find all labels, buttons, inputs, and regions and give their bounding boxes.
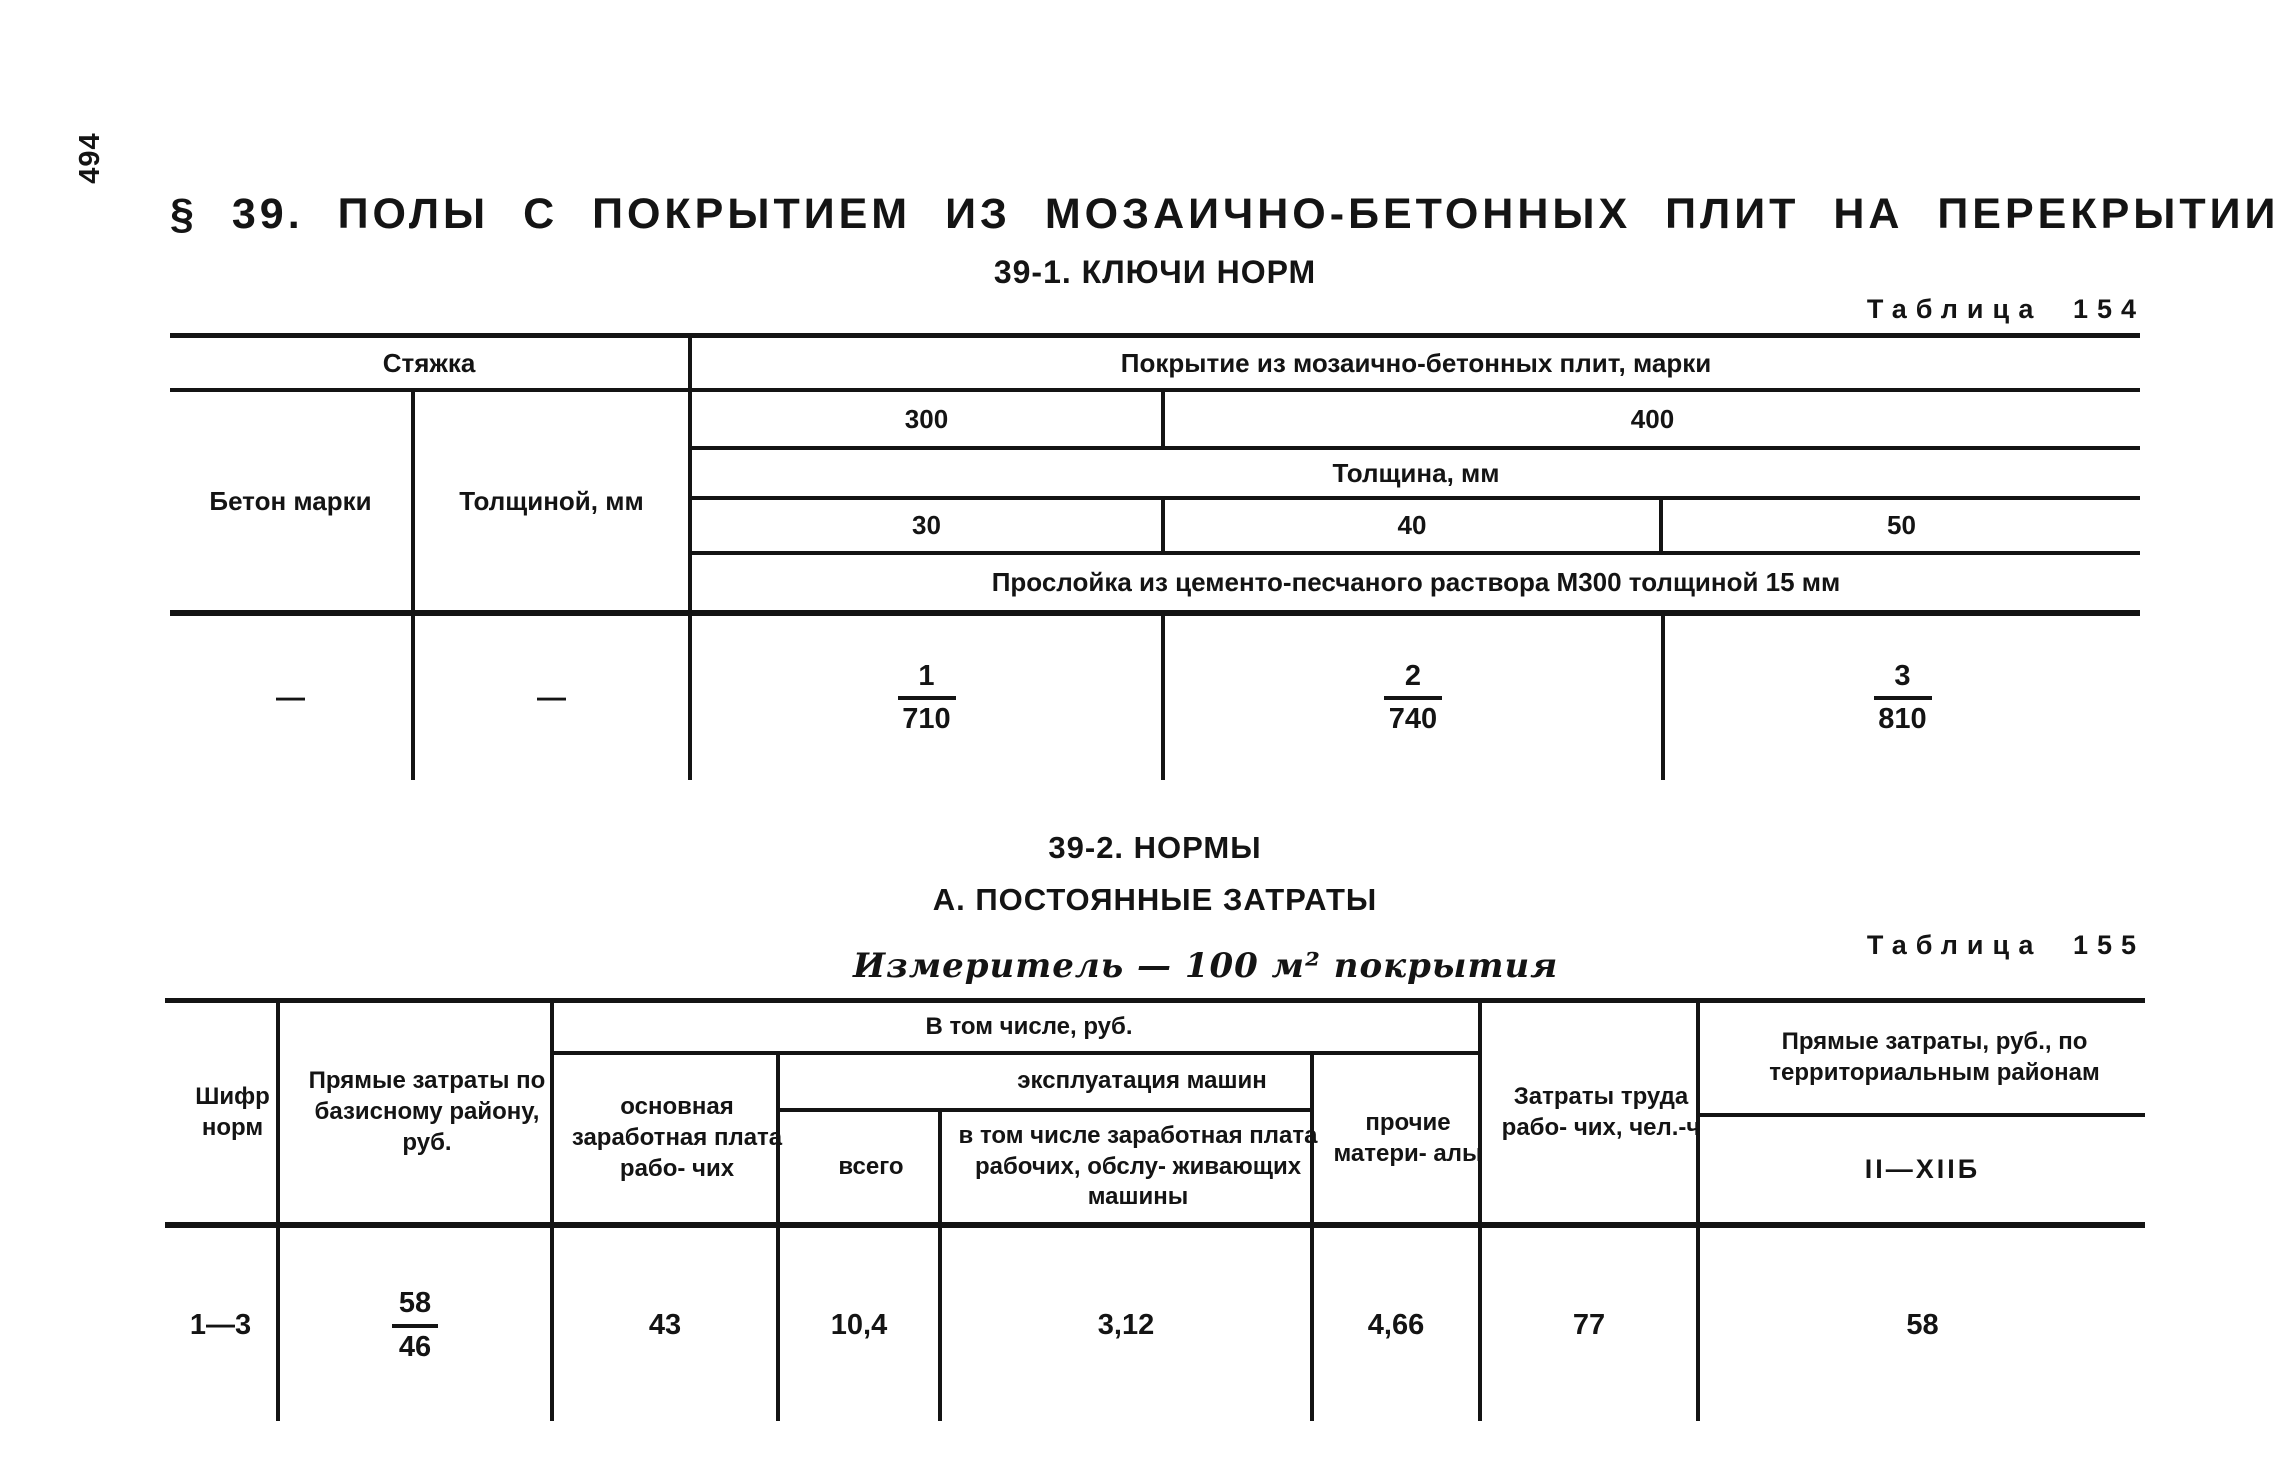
t154-head-40: 40 <box>1397 510 1427 541</box>
t155-head-code: Шифр норм <box>195 1082 270 1141</box>
fraction-bar <box>1874 696 1932 700</box>
fraction-numerator: 58 <box>398 1287 432 1320</box>
fraction-bar <box>392 1324 438 1328</box>
t154-cell-thickness-dash: — <box>537 681 566 714</box>
t154-head-screed-thickness: Толщиной, мм <box>459 485 644 516</box>
subsection-title-norms: 39-2. НОРМЫ <box>1048 830 1262 865</box>
fraction-3-810 <box>1874 660 1932 737</box>
fraction-58-46 <box>392 1287 438 1364</box>
fraction-1-710 <box>898 660 956 737</box>
fraction-denominator: 810 <box>1878 703 1927 735</box>
fraction-bar <box>898 696 956 700</box>
subsection-title-keys: 39-1. КЛЮЧИ НОРМ <box>993 254 1317 290</box>
t155-head-labor: Затраты труда рабо- чих, чел.-ч <box>1501 1082 1701 1141</box>
t155-head-territorial: Прямые затраты, руб., по территориальным районам <box>1769 1028 2100 1086</box>
t154-cell-concrete-dash: — <box>276 681 305 714</box>
t154-cell-norm-2 <box>1165 616 1661 780</box>
fraction-numerator: 2 <box>1404 659 1422 692</box>
section-title: § 39. ПОЛЫ С ПОКРЫТИЕМ ИЗ МОЗАИЧНО-БЕТОННЫХ ПЛИТ НА ПЕРЕКРЫТИИ <box>170 190 2280 238</box>
t155-cell-territorial: 58 <box>1906 1309 1939 1341</box>
t155-cell-machine-wage: 3,12 <box>1097 1309 1155 1341</box>
t155-cell-direct-base <box>280 1228 550 1423</box>
t155-head-including: В том числе, руб. <box>925 1012 1133 1040</box>
table-154-label: Таблица 154 <box>1866 294 2145 324</box>
table-154 <box>170 333 2140 780</box>
t154-head-covering: Покрытие из мозаично-бетонных плит, марки <box>1120 347 1712 378</box>
t155-cell-code: 1—3 <box>189 1309 252 1341</box>
t154-cell-norm-3 <box>1665 616 2140 780</box>
t155-cell-basic-wage: 43 <box>648 1309 682 1341</box>
fraction-bar <box>1384 696 1442 700</box>
t154-head-mark-300: 300 <box>904 403 949 434</box>
table-155 <box>165 998 2145 1426</box>
t155-cell-total: 10,4 <box>830 1309 888 1341</box>
part-a-title: А. ПОСТОЯННЫЕ ЗАТРАТЫ <box>932 882 1378 917</box>
t154-head-screed: Стяжка <box>382 347 476 378</box>
fraction-numerator: 3 <box>1894 659 1911 692</box>
t155-head-other-materials: прочие матери- алы <box>1333 1108 1483 1167</box>
t155-head-total: всего <box>838 1152 904 1180</box>
table-155-label: Таблица 155 <box>1866 930 2145 960</box>
t154-head-30: 30 <box>912 510 941 541</box>
t154-head-interlayer: Прослойка из цементо-песчаного раствора М300 толщиной 15 мм <box>991 567 1841 598</box>
t154-head-50: 50 <box>1887 510 1916 541</box>
fraction-2-740 <box>1384 660 1442 737</box>
t155-head-direct-base: Прямые затраты по базисному району, руб. <box>308 1067 546 1156</box>
t155-head-basic-wage: основная заработная плата рабо- чих <box>571 1093 783 1182</box>
t154-cell-norm-1 <box>692 616 1161 780</box>
fraction-numerator: 1 <box>918 659 935 692</box>
t155-head-machine-wage: в том числе заработная плата рабочих, обслу- живающих машины <box>958 1121 1318 1211</box>
t155-cell-other-materials: 4,66 <box>1367 1309 1425 1341</box>
t154-head-mark-400: 400 <box>1630 403 1675 434</box>
measure-unit-line: Измеритель — 100 м² покрытия <box>853 946 1559 986</box>
t154-head-concrete-mark: Бетон марки <box>209 485 372 516</box>
t154-head-thickness: Толщина, мм <box>1332 457 1500 488</box>
t155-cell-labor: 77 <box>1572 1309 1606 1341</box>
fraction-denominator: 710 <box>902 703 951 735</box>
page-number: 494 <box>73 132 106 184</box>
t155-head-machines: эксплуатация машин <box>1017 1067 1267 1095</box>
t155-head-zone: II—XIIБ <box>1864 1154 1981 1184</box>
fraction-denominator: 740 <box>1388 703 1438 735</box>
fraction-denominator: 46 <box>398 1330 432 1363</box>
